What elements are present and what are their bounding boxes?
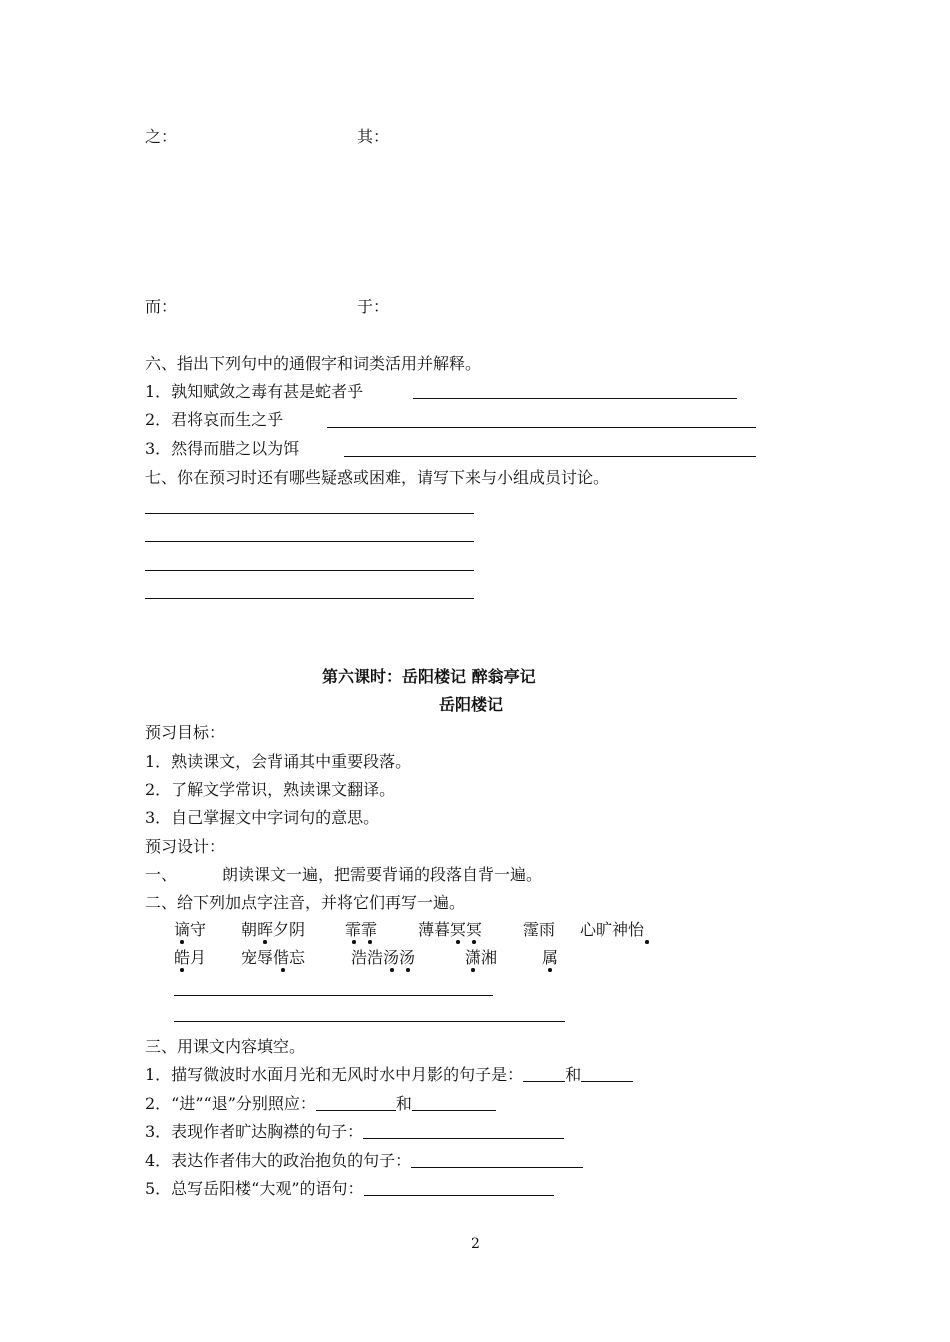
- answer-blank[interactable]: [364, 1179, 554, 1196]
- emphasis-dot: [180, 968, 184, 972]
- answer-line[interactable]: [145, 570, 474, 571]
- emphasis-dot: [352, 940, 356, 944]
- word-item: 朝晖夕阴: [241, 920, 306, 939]
- word-item: 霏霏: [345, 920, 378, 939]
- answer-blank[interactable]: [523, 1065, 565, 1082]
- emphasis-dot: [406, 968, 410, 972]
- and-text: 和: [565, 1065, 582, 1084]
- word-item: 浩浩汤汤: [351, 948, 416, 967]
- answer-line[interactable]: [145, 598, 474, 599]
- design-label: 预习设计：: [145, 837, 226, 856]
- design1-text: 朗读课文一遍，把需要背诵的段落自背一遍。: [222, 865, 543, 884]
- section6-heading: 六、指出下列句中的通假字和词类活用并解释。: [145, 354, 482, 373]
- fill-item-5: [145, 1179, 554, 1199]
- answer-blank[interactable]: [581, 1065, 633, 1082]
- answer-blank[interactable]: [316, 1094, 396, 1111]
- fill-item-text: 4．表达作者伟大的政治抱负的句子：: [145, 1151, 412, 1170]
- lesson-title: 第六课时：岳阳楼记 醉翁亭记: [322, 667, 536, 686]
- word-item: 霪雨: [523, 920, 556, 939]
- section6-item-2: 2．君将哀而生之乎: [145, 410, 284, 429]
- emphasis-dot: [456, 940, 460, 944]
- section6-item-1: 1．孰知赋敛之毒有甚是蛇者乎: [145, 382, 364, 401]
- answer-line[interactable]: [145, 541, 474, 542]
- answer-line[interactable]: [344, 456, 756, 457]
- answer-blank[interactable]: [363, 1122, 564, 1139]
- label-er: 而：: [145, 297, 178, 316]
- design1-number: 一、: [145, 865, 178, 884]
- and-text: 和: [395, 1094, 412, 1113]
- answer-line[interactable]: [145, 513, 474, 514]
- fill-item-1: [145, 1065, 633, 1085]
- goal-item: 1．熟读课文，会背诵其中重要段落。: [145, 752, 412, 771]
- emphasis-dot: [645, 940, 649, 944]
- goals-label: 预习目标：: [145, 723, 226, 742]
- fill-item-4: [145, 1151, 583, 1171]
- answer-line[interactable]: [174, 1021, 565, 1022]
- goal-item: 2．了解文学常识，熟读课文翻译。: [145, 780, 396, 799]
- section6-item-3: 3．然得而腊之以为饵: [145, 439, 300, 458]
- fill-item-2: [145, 1094, 496, 1114]
- word-item: 谪守: [174, 920, 207, 939]
- answer-line[interactable]: [413, 398, 737, 399]
- answer-line[interactable]: [327, 427, 756, 428]
- answer-line[interactable]: [174, 995, 493, 996]
- word-item: 潇湘: [465, 948, 498, 967]
- answer-blank[interactable]: [412, 1094, 496, 1111]
- fill-item-text: 3．表现作者旷达胸襟的句子：: [145, 1122, 364, 1141]
- word-item: 宠辱偕忘: [241, 948, 306, 967]
- word-item: 皓月: [174, 948, 207, 967]
- lesson-subtitle: 岳阳楼记: [439, 695, 504, 714]
- word-item: 心旷神怡: [580, 920, 645, 939]
- fill-item-text: 5．总写岳阳楼“大观”的语句：: [145, 1179, 364, 1198]
- design2-text: 二、给下列加点字注音，并将它们再写一遍。: [145, 893, 466, 912]
- emphasis-dot: [281, 968, 285, 972]
- emphasis-dot: [390, 968, 394, 972]
- section7-heading: 七、你在预习时还有哪些疑惑或困难，请写下来与小组成员讨论。: [145, 468, 610, 487]
- page-number: 2: [471, 1236, 480, 1252]
- emphasis-dot: [263, 940, 267, 944]
- design3-text: 三、用课文内容填空。: [145, 1037, 306, 1056]
- label-yu: 于：: [357, 297, 390, 316]
- fill-item-text: 1．描写微波时水面月光和无风时水中月影的句子是：: [145, 1065, 524, 1084]
- fill-item-text: 2．“进”“退”分别照应：: [145, 1094, 316, 1113]
- answer-blank[interactable]: [411, 1151, 583, 1168]
- emphasis-dot: [368, 940, 372, 944]
- emphasis-dot: [180, 940, 184, 944]
- goal-item: 3．自己掌握文中字词句的意思。: [145, 808, 380, 827]
- emphasis-dot: [472, 940, 476, 944]
- label-zhi: 之：: [145, 127, 178, 146]
- word-item: 薄暮冥冥: [418, 920, 483, 939]
- emphasis-dot: [471, 968, 475, 972]
- label-qi: 其：: [357, 127, 390, 146]
- emphasis-dot: [548, 968, 552, 972]
- fill-item-3: [145, 1122, 564, 1142]
- word-item: 属: [542, 948, 559, 967]
